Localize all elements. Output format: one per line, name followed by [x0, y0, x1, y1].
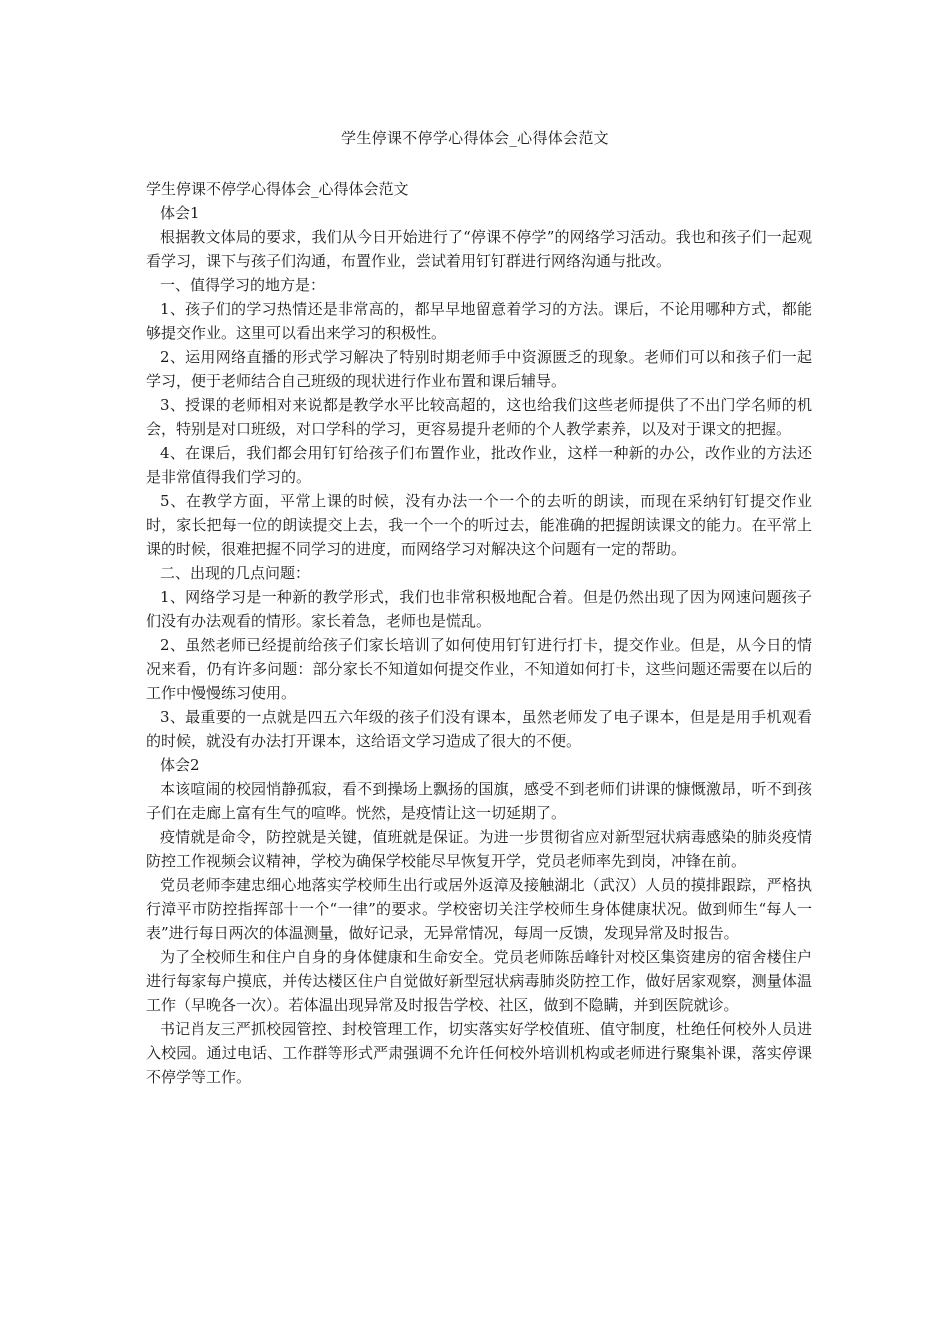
- list-item: 5、在教学方面，平常上课的时候，没有办法一个一个的去听的朗读，而现在采纳钉钉提交作业时，家长把每一位的朗读提交上去，我一个一个的听过去，能准确的把握朗读课文的能力。在平常上课的时候，很难把握不同学习的进度，而网络学习对解决这个问题有一定的帮助。: [146, 492, 812, 558]
- paragraph: 书记肖友三严抓校园管控、封校管理工作，切实落实好学校值班、值守制度，杜绝任何校外人员进入校园。通过电话、工作群等形式严肃强调不允许任何校外培训机构或老师进行聚集补课，落实停课不停学等工作。: [146, 1020, 812, 1086]
- list-item: 3、最重要的一点就是四五六年级的孩子们没有课本，虽然老师发了电子课本，但是是用手机观看的时候，就没有办法打开课本，这给语文学习造成了很大的不便。: [146, 708, 812, 750]
- paragraph: 根据教文体局的要求，我们从今日开始进行了“停课不停学”的网络学习活动。我也和孩子们一起观看学习，课下与孩子们沟通，布置作业，尝试着用钉钉群进行网络沟通与批改。: [146, 228, 812, 270]
- list-item: 4、在课后，我们都会用钉钉给孩子们布置作业，批改作业，这样一种新的办公，改作业的方法还是非常值得我们学习的。: [146, 444, 812, 486]
- document-body: [146, 177, 812, 1089]
- paragraph: 本该喧闹的校园悄静孤寂，看不到操场上飘扬的国旗，感受不到老师们讲课的慷慨激昂，听不到孩子们在走廊上富有生气的喧哗。恍然，是疫情让这一切延期了。: [146, 780, 812, 822]
- document-heading: 学生停课不停学心得体会_心得体会范文: [146, 180, 409, 198]
- list-item: 2、虽然老师已经提前给孩子们家长培训了如何使用钉钉进行打卡，提交作业。但是，从今日的情况来看，仍有许多问题：部分家长不知道如何提交作业，不知道如何打卡，这些问题还需要在以后的工作中慢慢练习使用。: [146, 636, 812, 702]
- list-item: 1、网络学习是一种新的教学形式，我们也非常积极地配合着。但是仍然出现了因为网速问题孩子们没有办法观看的情形。家长着急，老师也是慌乱。: [146, 588, 812, 630]
- list-item: 3、授课的老师相对来说都是教学水平比较高超的，这也给我们这些老师提供了不出门学名师的机会，特别是对口班级，对口学科的学习，更容易提升老师的个人教学素养，以及对于课文的把握。: [146, 396, 812, 438]
- subheading: 一、值得学习的地方是：: [160, 276, 326, 294]
- document-title: 学生停课不停学心得体会_心得体会范文: [341, 129, 609, 147]
- section-heading-1: 体会1: [160, 204, 200, 222]
- paragraph: 疫情就是命令，防控就是关键，值班就是保证。为进一步贯彻省应对新型冠状病毒感染的肺炎疫情防控工作视频会议精神，学校为确保学校能尽早恢复开学，党员老师率先到岗，冲锋在前。: [146, 828, 812, 870]
- paragraph: 党员老师李建忠细心地落实学校师生出行或居外返漳及接触湖北（武汉）人员的摸排跟踪，严格执行漳平市防控指挥部十一个“一律”的要求。学校密切关注学校师生身体健康状况。做到师生“每人一表”进行每日两次的体温测量，做好记录，无异常情况，每周一反馈，发现异常及时报告。: [146, 876, 812, 942]
- list-item: 1、孩子们的学习热情还是非常高的，都早早地留意着学习的方法。课后，不论用哪种方式，都能够提交作业。这里可以看出来学习的积极性。: [146, 300, 812, 342]
- subheading: 二、出现的几点问题：: [160, 564, 311, 582]
- paragraph: 为了全校师生和住户自身的身体健康和生命安全。党员老师陈岳峰针对校区集资建房的宿舍楼住户进行每家每户摸底，并传达楼区住户自觉做好新型冠状病毒肺炎防控工作，做好居家观察，测量体温工作（早晚各一次）。若体温出现异常及时报告学校、社区，做到不隐瞒，并到医院就诊。: [146, 948, 812, 1014]
- list-item: 2、运用网络直播的形式学习解决了特别时期老师手中资源匮乏的现象。老师们可以和孩子们一起学习，便于老师结合自己班级的现状进行作业布置和课后辅导。: [146, 348, 812, 390]
- section-heading-2: 体会2: [160, 756, 200, 774]
